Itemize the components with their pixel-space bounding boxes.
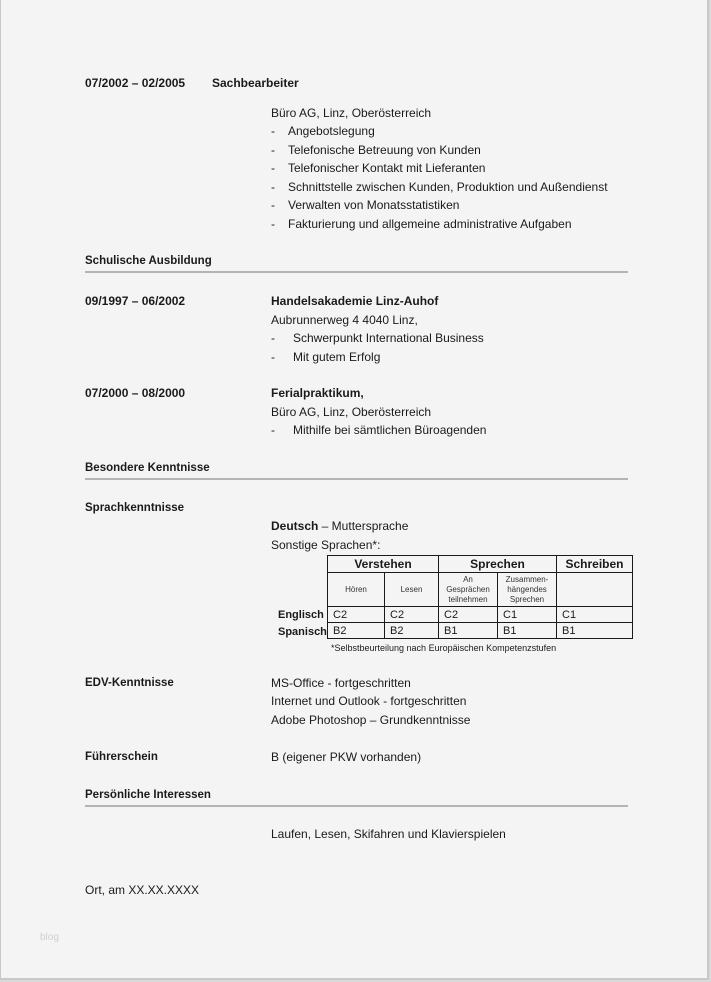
experience-bullet: - Telefonische Betreuung von Kunden [271, 143, 481, 157]
experience-title: Sachbearbeiter [212, 76, 299, 90]
edv-label: EDV-Kenntnisse [85, 677, 174, 689]
experience-bullet: - Telefonischer Kontakt mit Lieferanten [271, 161, 486, 175]
education-title: Ferialpraktikum, [271, 386, 364, 400]
edv-item: MS-Office - fortgeschritten [271, 676, 411, 690]
table-row-label: Englisch [278, 609, 324, 621]
section-heading-skills: Besondere Kenntnisse [85, 462, 210, 474]
watermark: blog [40, 932, 59, 943]
education-address: Aubrunnerweg 4 4040 Linz, [271, 313, 418, 327]
table-subheader [557, 573, 633, 607]
experience-company: Büro AG, Linz, Oberösterreich [271, 106, 432, 120]
edv-item: Adobe Photoshop – Grundkenntnisse [271, 713, 471, 727]
table-subheader: An Gesprächen teilnehmen [439, 573, 498, 607]
experience-bullet: - Schnittstelle zwischen Kunden, Produktion und Außendienst [271, 180, 608, 194]
table-cell: C1 [498, 607, 557, 623]
table-footnote: *Selbstbeurteilung nach Europäischen Kompetenzstufen [331, 643, 557, 653]
table-cell: B2 [328, 623, 385, 639]
license-value: B (eigener PKW vorhanden) [271, 750, 422, 764]
experience-bullet: - Verwalten von Monatsstatistiken [271, 198, 460, 212]
table-cell: C2 [385, 607, 439, 623]
education-bullet: - Mit gutem Erfolg [271, 350, 381, 364]
interests-value: Laufen, Lesen, Skifahren und Klavierspielen [271, 827, 506, 841]
section-divider [85, 271, 628, 273]
table-row-label: Spanisch [278, 626, 327, 638]
language-skills-table [327, 555, 633, 639]
table-cell: C1 [557, 607, 633, 623]
education-title: Handelsakademie Linz-Auhof [271, 294, 439, 308]
other-languages-label: Sonstige Sprachen*: [271, 538, 381, 552]
table-subheader: Lesen [385, 573, 439, 607]
education-date: 09/1997 – 06/2002 [85, 294, 186, 308]
table-group-header: Verstehen [328, 556, 439, 573]
languages-label: Sprachkenntnisse [85, 502, 185, 514]
table-row [328, 623, 633, 639]
section-heading-interests: Persönliche Interessen [85, 789, 211, 801]
education-address: Büro AG, Linz, Oberösterreich [271, 405, 432, 419]
experience-date: 07/2002 – 02/2005 [85, 76, 186, 90]
license-label: Führerschein [85, 751, 158, 763]
table-subheader: Zusammen-hängendes Sprechen [498, 573, 557, 607]
section-divider [85, 478, 628, 480]
table-group-header: Schreiben [557, 556, 633, 573]
table-cell: C2 [439, 607, 498, 623]
education-bullet: - Mithilfe bei sämtlichen Büroagenden [271, 423, 487, 437]
signature-place-date: Ort, am XX.XX.XXXX [85, 883, 200, 897]
table-subheader: Hören [328, 573, 385, 607]
table-group-header: Sprechen [439, 556, 557, 573]
section-divider [85, 805, 628, 807]
section-heading-education: Schulische Ausbildung [85, 255, 212, 267]
table-cell: B1 [498, 623, 557, 639]
experience-bullet: - Fakturierung und allgemeine administrative Aufgaben [271, 217, 572, 231]
experience-bullet: - Angebotslegung [271, 124, 375, 138]
table-cell: B2 [385, 623, 439, 639]
table-cell: C2 [328, 607, 385, 623]
native-language: Deutsch – Muttersprache [271, 519, 409, 533]
edv-item: Internet und Outlook - fortgeschritten [271, 694, 467, 708]
table-row [328, 607, 633, 623]
table-cell: B1 [557, 623, 633, 639]
table-cell: B1 [439, 623, 498, 639]
education-date: 07/2000 – 08/2000 [85, 386, 186, 400]
education-bullet: - Schwerpunkt International Business [271, 331, 484, 345]
